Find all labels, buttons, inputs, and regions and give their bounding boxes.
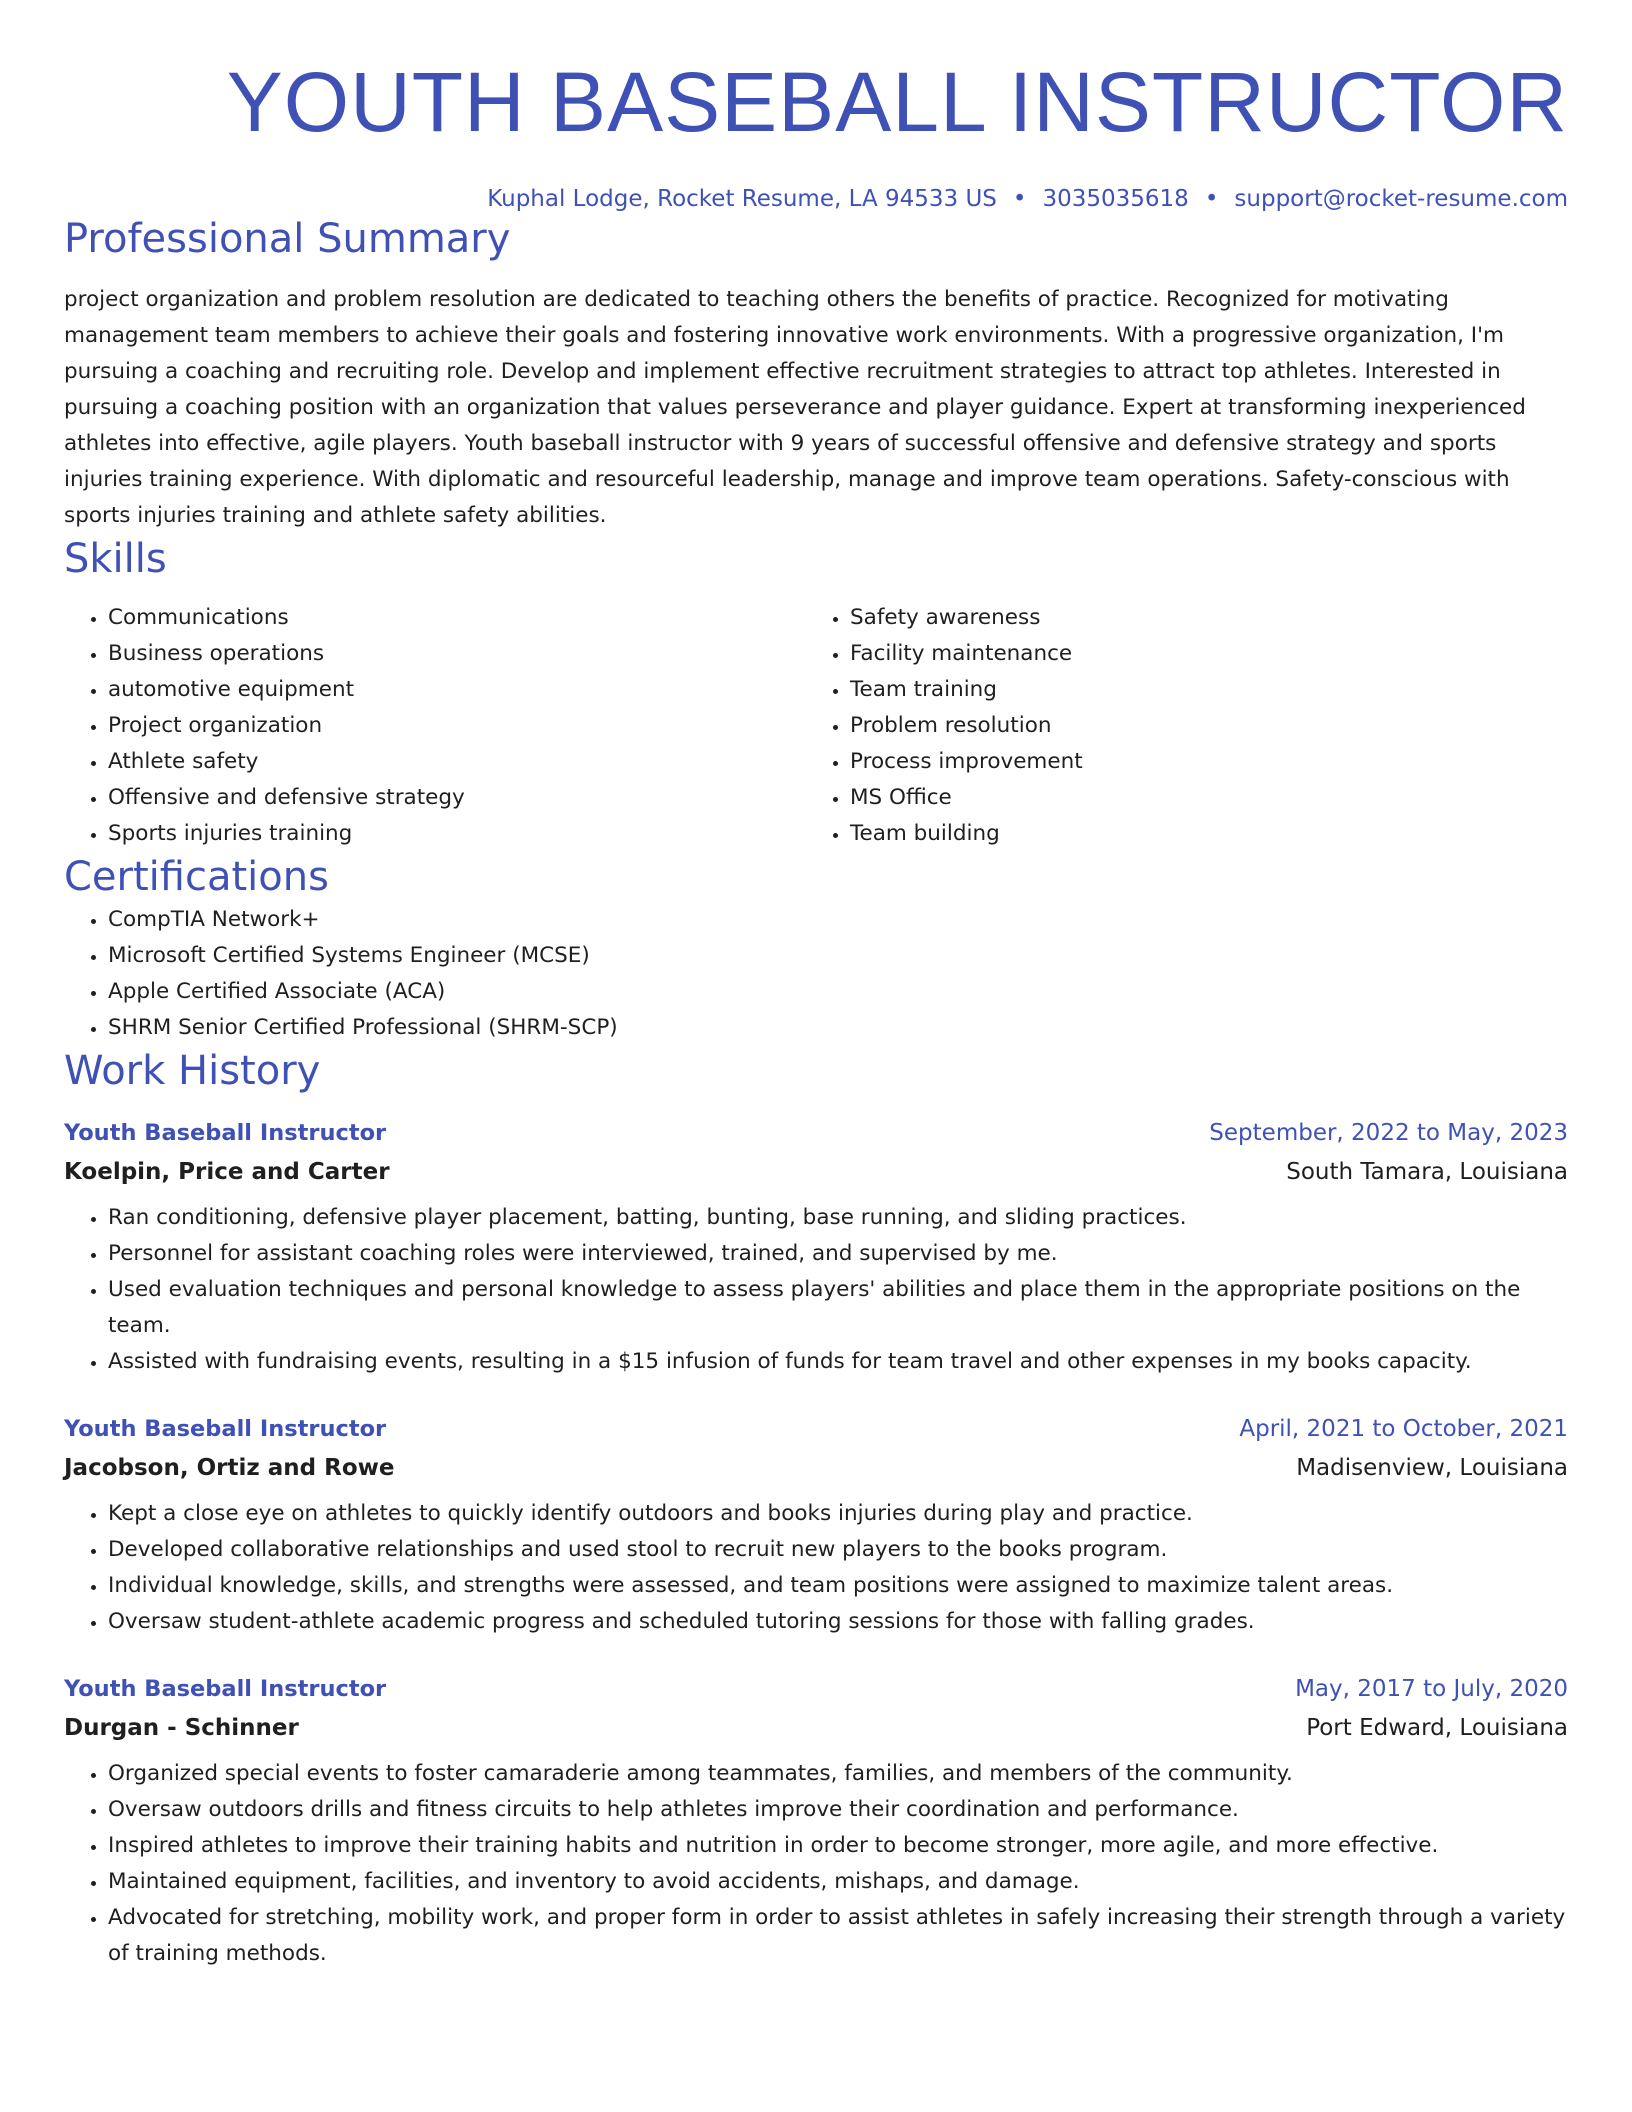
job-entry <box>64 1670 1568 1972</box>
job-company: Durgan - Schinner <box>64 1715 299 1741</box>
skill-item: • Problem resolution <box>850 708 1548 744</box>
job-entry <box>64 1114 1568 1380</box>
job-title: Youth Baseball Instructor <box>64 1416 387 1442</box>
certification-item: • Microsoft Certified Systems Engineer (MCSE) <box>108 938 1568 974</box>
job-title: Youth Baseball Instructor <box>64 1676 387 1702</box>
certifications-heading: Certifications <box>64 854 329 900</box>
contact-address: Kuphal Lodge, Rocket Resume, LA 94533 US <box>487 186 997 212</box>
skill-item: • Safety awareness <box>850 600 1548 636</box>
skills-column-left <box>64 600 806 852</box>
job-bullets <box>64 1496 1568 1640</box>
job-dates: September, 2022 to May, 2023 <box>1209 1120 1568 1146</box>
skill-item: • Team building <box>850 816 1548 852</box>
job-bullet: • Kept a close eye on athletes to quickly identify outdoors and books injuries during play and practice. <box>108 1496 1568 1532</box>
contact-separator: • <box>1012 186 1027 212</box>
skill-item: • Project organization <box>108 708 806 744</box>
certification-item: • SHRM Senior Certified Professional (SHRM-SCP) <box>108 1010 1568 1046</box>
certifications-list <box>64 902 1568 1046</box>
summary-heading: Professional Summary <box>64 216 511 262</box>
job-bullet: • Individual knowledge, skills, and strengths were assessed, and team positions were assigned to maximize talent areas. <box>108 1568 1568 1604</box>
certification-item: • CompTIA Network+ <box>108 902 1568 938</box>
job-bullet: • Oversaw student-athlete academic progress and scheduled tutoring sessions for those with falling grades. <box>108 1604 1568 1640</box>
job-title: Youth Baseball Instructor <box>64 1120 387 1146</box>
skill-item: • Sports injuries training <box>108 816 806 852</box>
job-bullet: • Advocated for stretching, mobility work, and proper form in order to assist athletes in safely increasing their strength through a variety of training methods. <box>108 1900 1568 1972</box>
work-history-heading: Work History <box>64 1048 321 1094</box>
job-bullet: • Inspired athletes to improve their training habits and nutrition in order to become stronger, more agile, and more effective. <box>108 1828 1568 1864</box>
summary-text: project organization and problem resolution are dedicated to teaching others the benefits of practice. Recognized for motivating management team members to achieve their goals and fostering innovative work environments. With a progressive organization, I'm pursuing a coaching and recruiting role. Develop and implement effective recruitment strategies to attract top athletes. Interested in pursuing a coaching position with an organization that values perseverance and player guidance. Expert at transforming inexperienced athletes into effective, agile players. Youth baseball instructor with 9 years of successful offensive and defensive strategy and sports injuries training experience. With diplomatic and resourceful leadership, manage and improve team operations. Safety-conscious with sports injuries training and athlete safety abilities. <box>64 287 1526 528</box>
job-company: Jacobson, Ortiz and Rowe <box>64 1455 395 1481</box>
skill-item: • Offensive and defensive strategy <box>108 780 806 816</box>
job-location: South Tamara, Louisiana <box>1286 1159 1568 1185</box>
job-bullet: • Developed collaborative relationships and used stool to recruit new players to the books program. <box>108 1532 1568 1568</box>
skills-list-right <box>806 600 1548 852</box>
job-company-row <box>64 1708 1568 1748</box>
job-dates: May, 2017 to July, 2020 <box>1295 1676 1568 1702</box>
job-location: Port Edward, Louisiana <box>1306 1715 1568 1741</box>
skill-item: • Process improvement <box>850 744 1548 780</box>
skills-heading: Skills <box>64 536 167 582</box>
skill-item: • MS Office <box>850 780 1548 816</box>
job-dates: April, 2021 to October, 2021 <box>1239 1416 1568 1442</box>
job-header-row <box>64 1670 1568 1708</box>
skills-columns <box>64 600 1568 852</box>
job-bullet: • Maintained equipment, facilities, and inventory to avoid accidents, mishaps, and damage. <box>108 1864 1568 1900</box>
job-bullet: • Assisted with fundraising events, resulting in a $15 infusion of funds for team travel and other expenses in my books capacity. <box>108 1344 1568 1380</box>
job-bullet: • Personnel for assistant coaching roles were interviewed, trained, and supervised by me. <box>108 1236 1568 1272</box>
contact-email: support@rocket-resume.com <box>1234 186 1568 212</box>
job-header-row <box>64 1114 1568 1152</box>
job-bullet: • Oversaw outdoors drills and fitness circuits to help athletes improve their coordination and performance. <box>108 1792 1568 1828</box>
contact-phone: 3035035618 <box>1042 186 1189 212</box>
job-bullet: • Used evaluation techniques and personal knowledge to assess players' abilities and place them in the appropriate positions on the team. <box>108 1272 1568 1344</box>
job-bullet: • Organized special events to foster camaraderie among teammates, families, and members of the community. <box>108 1756 1568 1792</box>
contact-separator: • <box>1204 186 1219 212</box>
job-company-row <box>64 1448 1568 1488</box>
job-company-row <box>64 1152 1568 1192</box>
skill-item: • Athlete safety <box>108 744 806 780</box>
skills-list-left <box>64 600 806 852</box>
job-location: Madisenview, Louisiana <box>1296 1455 1568 1481</box>
skill-item: • Facility maintenance <box>850 636 1548 672</box>
skill-item: • Team training <box>850 672 1548 708</box>
job-header-row <box>64 1410 1568 1448</box>
skill-item: • Business operations <box>108 636 806 672</box>
job-entry <box>64 1410 1568 1640</box>
resume-name: YOUTH BASEBALL INSTRUCTOR <box>226 55 1568 149</box>
certification-item: • Apple Certified Associate (ACA) <box>108 974 1568 1010</box>
job-bullets <box>64 1756 1568 1972</box>
skills-column-right <box>806 600 1548 852</box>
job-bullet: • Ran conditioning, defensive player placement, batting, bunting, base running, and sliding practices. <box>108 1200 1568 1236</box>
skill-item: • automotive equipment <box>108 672 806 708</box>
job-company: Koelpin, Price and Carter <box>64 1159 390 1185</box>
job-bullets <box>64 1200 1568 1380</box>
contact-line <box>64 184 1568 214</box>
skill-item: • Communications <box>108 600 806 636</box>
